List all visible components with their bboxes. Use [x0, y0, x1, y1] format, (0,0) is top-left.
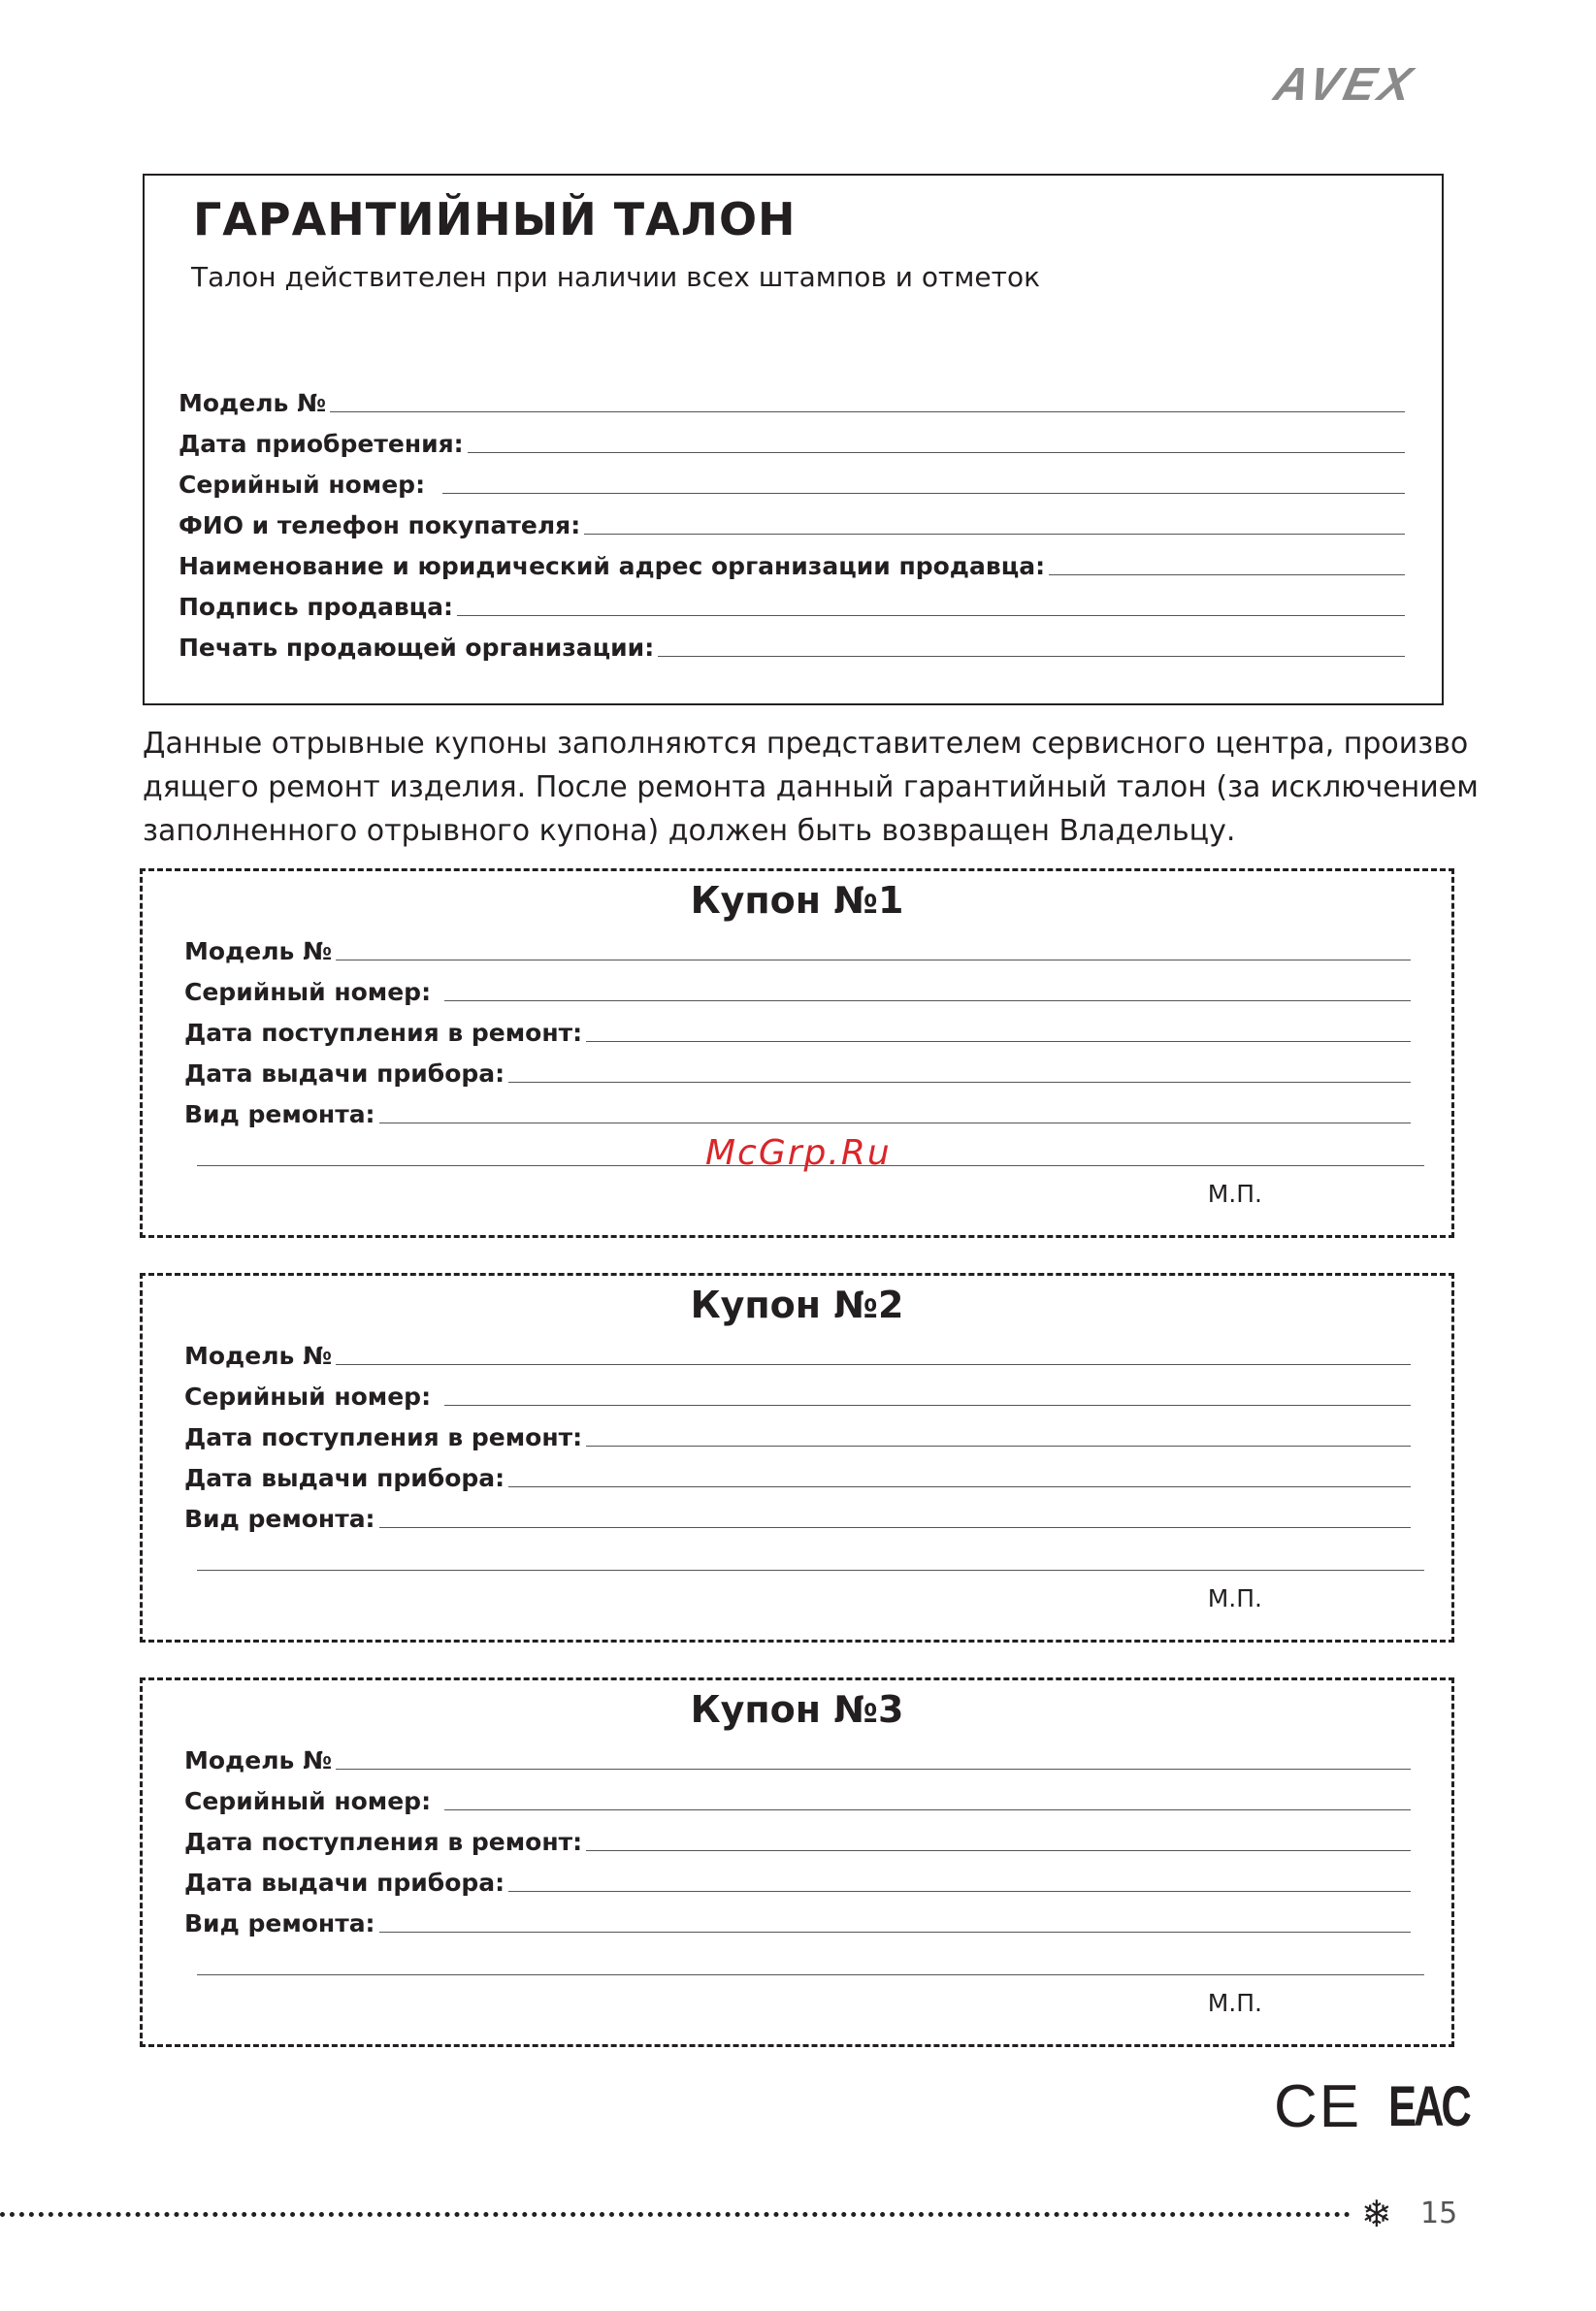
warranty-field-seller-signature[interactable]: [179, 583, 1405, 622]
field-label: Модель №: [184, 1746, 333, 1774]
snowflake-icon: ❄: [1361, 2193, 1392, 2235]
instructions-paragraph: [143, 722, 1482, 853]
coupon-2: [140, 1273, 1454, 1643]
warranty-field-seller-stamp[interactable]: [179, 624, 1405, 663]
fill-line: [658, 656, 1405, 657]
warranty-field-purchase-date[interactable]: [179, 420, 1405, 459]
page-number: 15: [1420, 2197, 1458, 2230]
field-label: Дата поступления в ремонт:: [184, 1423, 583, 1451]
coupon-field-return-date[interactable]: [184, 1454, 1411, 1493]
fill-line: [379, 1932, 1411, 1933]
field-label: Подпись продавца:: [179, 593, 454, 621]
field-label: Дата поступления в ремонт:: [184, 1828, 583, 1856]
coupon-field-serial[interactable]: [184, 968, 1411, 1007]
certification-marks: [1274, 2073, 1469, 2140]
field-label: Серийный номер:: [184, 1787, 432, 1815]
stamp-placeholder: М.П.: [1207, 1989, 1262, 2017]
fill-line: [586, 1850, 1411, 1851]
warranty-field-model[interactable]: [179, 379, 1405, 418]
fill-line: [444, 1405, 1411, 1406]
ce-mark: CE: [1274, 2073, 1362, 2140]
stamp-placeholder: М.П.: [1207, 1584, 1262, 1612]
warranty-field-buyer[interactable]: [179, 502, 1405, 540]
footer-divider: [0, 2212, 1351, 2217]
field-label: Дата приобретения:: [179, 430, 464, 458]
field-label: Серийный номер:: [184, 978, 432, 1006]
field-label: Дата выдачи прибора:: [184, 1869, 505, 1897]
watermark: McGrp.Ru: [705, 1133, 892, 1173]
fill-line: [457, 615, 1405, 616]
field-label: Вид ремонта:: [184, 1505, 375, 1533]
field-label: Дата выдачи прибора:: [184, 1059, 505, 1088]
warranty-field-seller-address[interactable]: [179, 542, 1405, 581]
fill-line: [336, 1769, 1411, 1770]
fill-line[interactable]: [197, 1570, 1424, 1571]
fill-line: [442, 493, 1405, 494]
field-label: ФИО и телефон покупателя:: [179, 511, 581, 539]
fill-line: [584, 534, 1405, 535]
coupon-field-repair-type[interactable]: [184, 1090, 1411, 1129]
coupon-field-repair-type[interactable]: [184, 1900, 1411, 1938]
fill-line: [508, 1082, 1411, 1083]
warranty-card: [143, 174, 1444, 705]
fill-line: [468, 452, 1405, 453]
warranty-title: ГАРАНТИЙНЫЙ ТАЛОН: [193, 193, 797, 245]
fill-line: [586, 1041, 1411, 1042]
coupon-field-received-date[interactable]: [184, 1414, 1411, 1452]
field-label: Дата выдачи прибора:: [184, 1464, 505, 1492]
instructions-line: Данные отрывные купоны заполняются представителем сервисного центра, произво: [143, 727, 1469, 761]
field-label: Модель №: [184, 937, 333, 965]
coupon-1: [140, 868, 1454, 1238]
fill-line: [508, 1891, 1411, 1892]
coupon-field-return-date[interactable]: [184, 1859, 1411, 1898]
fill-line: [1049, 574, 1405, 575]
fill-line: [330, 411, 1405, 412]
warranty-subtitle: Талон действителен при наличии всех штампов и отметок: [191, 261, 1041, 293]
fill-line[interactable]: [197, 1974, 1424, 1975]
instructions-line: дящего ремонт изделия. После ремонта данный гарантийный талон (за исключением: [143, 770, 1479, 804]
field-label: Серийный номер:: [184, 1383, 432, 1411]
fill-line: [379, 1527, 1411, 1528]
coupon-field-received-date[interactable]: [184, 1818, 1411, 1857]
coupon-field-return-date[interactable]: [184, 1050, 1411, 1089]
field-label: Дата поступления в ремонт:: [184, 1019, 583, 1047]
stamp-placeholder: М.П.: [1207, 1180, 1262, 1208]
coupon-field-model[interactable]: [184, 1737, 1411, 1775]
coupon-field-received-date[interactable]: [184, 1009, 1411, 1048]
fill-line: [336, 1364, 1411, 1365]
field-label: Вид ремонта:: [184, 1100, 375, 1128]
field-label: Модель №: [184, 1342, 333, 1370]
fill-line: [508, 1486, 1411, 1487]
instructions-line: заполненного отрывного купона) должен быть возвращен Владельцу.: [143, 814, 1236, 848]
fill-line: [444, 1809, 1411, 1810]
coupon-field-repair-type[interactable]: [184, 1495, 1411, 1534]
fill-line: [444, 1000, 1411, 1001]
field-label: Печать продающей организации:: [179, 634, 655, 662]
coupon-title: Купон №2: [690, 1284, 904, 1326]
warranty-field-serial[interactable]: [179, 461, 1405, 500]
coupon-title: Купон №3: [690, 1688, 904, 1731]
field-label: Наименование и юридический адрес организации продавца:: [179, 552, 1046, 580]
coupon-field-model[interactable]: [184, 928, 1411, 966]
fill-line: [586, 1446, 1411, 1447]
field-label: Вид ремонта:: [184, 1909, 375, 1937]
coupon-3: [140, 1677, 1454, 2047]
brand-logo-text: AVEX: [1269, 59, 1420, 111]
field-label: Модель №: [179, 389, 327, 417]
coupon-field-serial[interactable]: [184, 1373, 1411, 1412]
coupon-field-serial[interactable]: [184, 1777, 1411, 1816]
coupon-field-model[interactable]: [184, 1332, 1411, 1371]
eac-mark: EAC: [1388, 2075, 1469, 2138]
coupon-title: Купон №1: [690, 879, 904, 922]
field-label: Серийный номер:: [179, 471, 426, 499]
brand-logo: [1224, 60, 1465, 111]
